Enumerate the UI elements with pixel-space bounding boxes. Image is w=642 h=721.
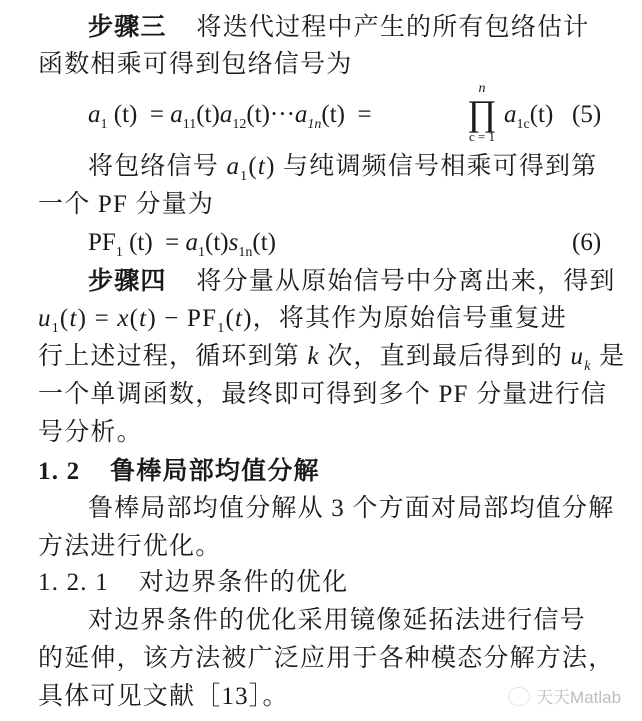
- step3-label: 步骤三: [88, 12, 167, 41]
- eq5-lhs-sub: 1: [100, 117, 108, 132]
- eq5-term3-sub: 1n: [307, 117, 322, 132]
- section-1-2-body-line1: 鲁棒局部均值分解从 3 个方面对局部均值分解: [88, 495, 615, 522]
- eq5-dots: ···: [269, 101, 295, 128]
- step4-k: k: [307, 343, 320, 370]
- eq5-term1: a: [170, 101, 183, 128]
- step3-line2: 函数相乘可得到包络信号为: [38, 51, 353, 78]
- section-1-2-1-body-line3: 具体可见文献［13］。: [38, 683, 289, 710]
- equation-5-number: (5): [572, 101, 602, 128]
- section-1-2-1-body-line2: 的延伸，该方法被广泛应用于各种模态分解方法，: [38, 645, 615, 672]
- step4-line1: [88, 266, 616, 297]
- eq5-arg: (t): [529, 101, 554, 128]
- eq5-arg: (t): [321, 101, 346, 128]
- eq5-equals-2: =: [357, 101, 372, 128]
- eq6-lhs: PF: [88, 229, 116, 256]
- env-line1: 将包络信号 $a_1(t)$ 与纯调频信号相乘可得到第: [88, 153, 598, 184]
- eq5-term1-sub: 11: [182, 117, 197, 132]
- step4-line2: $u_1(t) = x(t) - PF_1(t)$，将其作为原始信号重复进: [38, 305, 568, 336]
- section-1-2-1-heading: [38, 568, 348, 598]
- section-1-2-body-line2: 方法进行优化。: [38, 533, 222, 560]
- section-1-2-1-body-line1: 对边界条件的优化采用镜像延拓法进行信号: [88, 607, 586, 634]
- eq6-term2-sub: 1n: [238, 245, 253, 260]
- section-1-2-heading: [38, 456, 320, 487]
- eq6-term1-sub: 1: [198, 245, 206, 260]
- env-line1-post: 与纯调频信号相乘可得到第: [283, 153, 598, 180]
- equation-5-tail: [504, 100, 553, 130]
- product-operator: [462, 82, 502, 144]
- eq5-term2-sub: 12: [232, 117, 247, 132]
- step3-text: 将迭代过程中产生的所有包络估计: [196, 14, 590, 41]
- eq6-lhs-sub: 1: [115, 245, 123, 260]
- step4-line5: 号分析。: [38, 419, 143, 446]
- eq5-term4-sub: 1c: [516, 117, 530, 132]
- eq6-equals: =: [165, 229, 180, 256]
- step4-label: 步骤四: [88, 266, 167, 295]
- env-line2: 一个 PF 分量为: [38, 191, 215, 218]
- equation-5: [88, 100, 372, 130]
- step4-line2-post: ，将其作为原始信号重复进: [252, 305, 568, 332]
- product-upper-limit: n: [478, 81, 486, 96]
- eq5-arg: (t): [196, 101, 220, 128]
- eq6-term1: a: [185, 229, 199, 256]
- equation-6: [88, 228, 276, 258]
- subsection-title: 对边界条件的优化: [138, 569, 349, 596]
- step3-line1: [88, 12, 589, 43]
- eq5-equals: =: [149, 101, 164, 128]
- eq6-term2: s: [228, 229, 239, 256]
- eq6-arg: (t): [205, 229, 229, 256]
- step4-line3-mid: 次，直到最后得到的: [327, 343, 564, 370]
- env-line1-pre: 将包络信号: [88, 153, 220, 180]
- watermark: [508, 683, 621, 708]
- step4-text: 将分量从原始信号中分离出来，得到: [196, 268, 616, 295]
- wechat-icon: [508, 687, 530, 706]
- step4-line3-post: 是: [599, 343, 626, 370]
- eq5-term4: a: [504, 101, 517, 128]
- product-symbol: ∏: [467, 93, 497, 133]
- eq6-arg: (t): [129, 229, 153, 256]
- eq5-lhs: a: [88, 101, 101, 128]
- eq5-term3: a: [294, 101, 308, 128]
- subsection-number: 1. 2. 1: [38, 569, 109, 596]
- section-number: 1. 2: [38, 458, 81, 485]
- eq5-arg: (t): [246, 101, 270, 128]
- step4-line3-pre: 行上述过程，循环到第: [38, 343, 301, 370]
- watermark-text: 天天Matlab: [536, 688, 622, 707]
- equation-6-number: (6): [572, 229, 602, 256]
- section-title: 鲁棒局部均值分解: [110, 456, 320, 485]
- step4-line4: 一个单调函数，最终即可得到多个 PF 分量进行信: [38, 381, 608, 408]
- product-lower-limit: c = 1: [468, 129, 496, 144]
- step4-line3: 行上述过程，循环到第 k 次，直到最后得到的 $u_k$ 是: [38, 343, 626, 374]
- eq5-arg: (t): [113, 101, 138, 128]
- eq6-arg: (t): [252, 229, 276, 256]
- eq5-term2: a: [219, 101, 233, 128]
